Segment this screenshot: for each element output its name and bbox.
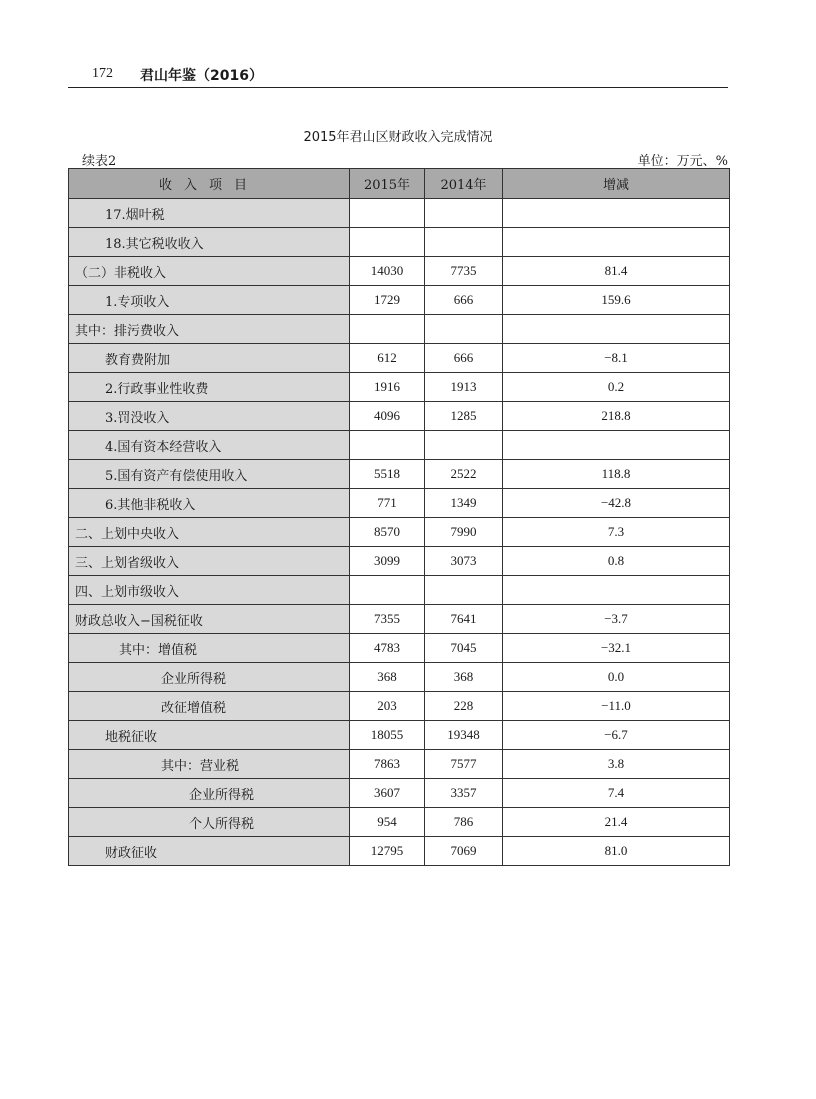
row-2014: 19348 [425,721,503,750]
table-title: 2015年君山区财政收入完成情况 [303,130,493,145]
row-2014: 666 [425,286,503,315]
row-change: 81.4 [503,257,730,286]
row-2015 [350,228,425,257]
table-row [69,199,730,228]
table-row [69,518,730,547]
row-2014: 368 [425,663,503,692]
table-row [69,634,730,663]
row-change: −11.0 [503,692,730,721]
table-row [69,837,730,866]
row-2014: 3357 [425,779,503,808]
table-row [69,344,730,373]
table-row [69,431,730,460]
row-2014 [425,315,503,344]
row-2014: 1913 [425,373,503,402]
table-row [69,257,730,286]
table-row [69,460,730,489]
row-item: 其中：营业税 [69,750,350,779]
row-2014: 7577 [425,750,503,779]
column-header-2015: 2015年 [350,169,425,199]
row-change [503,576,730,605]
book-title: 君山年鉴（2016） [140,68,263,84]
row-item: 6.其他非税收入 [69,489,350,518]
row-item: 改征增值税 [69,692,350,721]
row-2014 [425,576,503,605]
row-2014: 7735 [425,257,503,286]
row-2014 [425,199,503,228]
row-2015: 954 [350,808,425,837]
row-2015 [350,199,425,228]
table-row [69,721,730,750]
row-item: 18.其它税收收入 [69,228,350,257]
row-item: 企业所得税 [69,663,350,692]
table-row [69,547,730,576]
running-header [68,62,728,88]
row-change: −3.7 [503,605,730,634]
table-row [69,605,730,634]
row-2014: 666 [425,344,503,373]
row-item: 2.行政事业性收费 [69,373,350,402]
row-change: −8.1 [503,344,730,373]
row-item: 财政征收 [69,837,350,866]
row-item: 3.罚没收入 [69,402,350,431]
table-row [69,779,730,808]
row-2014: 1349 [425,489,503,518]
column-header-item: 收入项目 [69,169,350,199]
row-change [503,315,730,344]
row-2014: 7045 [425,634,503,663]
row-2015: 4783 [350,634,425,663]
column-header-2014: 2014年 [425,169,503,199]
row-change: 7.3 [503,518,730,547]
table-header-row [69,169,730,199]
page-number: 172 [92,66,113,81]
row-change: 81.0 [503,837,730,866]
table-row [69,402,730,431]
table-row [69,750,730,779]
row-2015: 5518 [350,460,425,489]
unit-label: 单位：万元、% [637,154,728,169]
table-row [69,663,730,692]
row-2014: 2522 [425,460,503,489]
continued-label: 续表2 [82,154,117,169]
row-2015: 1916 [350,373,425,402]
row-item: 地税征收 [69,721,350,750]
table-row [69,692,730,721]
row-change: 0.8 [503,547,730,576]
table-row [69,489,730,518]
row-2015: 4096 [350,402,425,431]
row-2015: 14030 [350,257,425,286]
row-2015: 7355 [350,605,425,634]
row-item: 5.国有资产有偿使用收入 [69,460,350,489]
row-2015: 612 [350,344,425,373]
row-2014: 7990 [425,518,503,547]
row-2014: 3073 [425,547,503,576]
row-item: （二）非税收入 [69,257,350,286]
row-2014: 7641 [425,605,503,634]
row-2015: 8570 [350,518,425,547]
row-2015: 18055 [350,721,425,750]
row-2015 [350,576,425,605]
row-change: 159.6 [503,286,730,315]
row-change: 0.2 [503,373,730,402]
row-2015: 203 [350,692,425,721]
row-change: 3.8 [503,750,730,779]
row-change: 21.4 [503,808,730,837]
row-change [503,228,730,257]
row-2015: 1729 [350,286,425,315]
row-item: 其中：增值税 [69,634,350,663]
table-row [69,373,730,402]
row-2014: 7069 [425,837,503,866]
row-item: 教育费附加 [69,344,350,373]
row-change [503,199,730,228]
row-item: 其中：排污费收入 [69,315,350,344]
row-2015 [350,315,425,344]
row-change [503,431,730,460]
row-2015: 12795 [350,837,425,866]
row-2014: 786 [425,808,503,837]
row-change: −32.1 [503,634,730,663]
row-change: 118.8 [503,460,730,489]
row-2015: 7863 [350,750,425,779]
row-2015: 3607 [350,779,425,808]
row-change: 7.4 [503,779,730,808]
table-row [69,315,730,344]
row-2014 [425,431,503,460]
row-item: 二、上划中央收入 [69,518,350,547]
table-row [69,576,730,605]
column-header-change: 增减 [503,169,730,199]
table-row [69,286,730,315]
row-change: −6.7 [503,721,730,750]
row-item: 1.专项收入 [69,286,350,315]
revenue-table [68,168,730,866]
row-2015: 368 [350,663,425,692]
row-2015: 771 [350,489,425,518]
table-row [69,808,730,837]
row-item: 个人所得税 [69,808,350,837]
table-row [69,228,730,257]
row-2015: 3099 [350,547,425,576]
row-2014: 1285 [425,402,503,431]
row-change: −42.8 [503,489,730,518]
row-item: 4.国有资本经营收入 [69,431,350,460]
row-item: 企业所得税 [69,779,350,808]
row-2014: 228 [425,692,503,721]
row-item: 四、上划市级收入 [69,576,350,605]
row-change: 0.0 [503,663,730,692]
row-2014 [425,228,503,257]
row-item: 17.烟叶税 [69,199,350,228]
row-2015 [350,431,425,460]
row-item: 三、上划省级收入 [69,547,350,576]
row-change: 218.8 [503,402,730,431]
row-item: 财政总收入−国税征收 [69,605,350,634]
